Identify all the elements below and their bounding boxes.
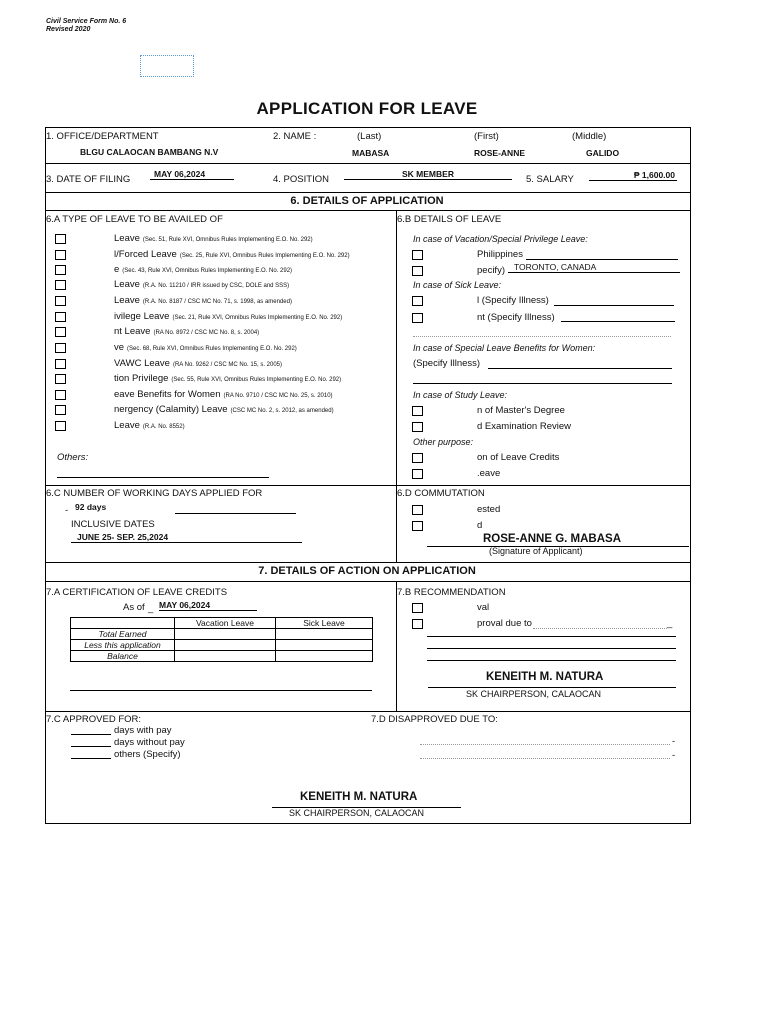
column-divider <box>396 581 397 711</box>
leave-type-reference: (R.A. No. 8552) <box>142 424 185 430</box>
col-vacation-leave: Vacation Leave <box>175 618 276 629</box>
approved-option-1: days with pay <box>114 725 172 736</box>
stamp-placeholder-box <box>140 55 194 77</box>
divider <box>45 163 690 164</box>
s7d-heading: 7.D DISAPPROVED DUE TO: <box>371 714 498 725</box>
table-corner <box>71 618 175 629</box>
divider <box>45 581 690 582</box>
checkbox[interactable] <box>412 250 423 260</box>
dotted-line <box>420 758 670 759</box>
recommending-officer-title: SK CHAIRPERSON, CALAOCAN <box>466 689 602 699</box>
recommendation-option-2: proval due to <box>477 618 532 629</box>
leave-type-name: tion Privilege <box>114 373 169 384</box>
divider <box>45 210 690 211</box>
s6d-heading: 6.D COMMUTATION <box>397 488 485 499</box>
leave-type-checkbox[interactable] <box>55 359 66 369</box>
certifier-signature-line <box>70 690 372 691</box>
other-option-2: .eave <box>477 468 501 479</box>
leave-type-reference: (RA No. 9710 / CSC MC No. 25, s. 2010) <box>223 393 333 399</box>
leave-type-reference: (CSC MC No. 2, s. 2012, as amended) <box>230 408 334 414</box>
leave-type-reference: (Sec. 68, Rule XVI, Omnibus Rules Implementing E.O. No. 292) <box>127 346 297 352</box>
cell-sick-less[interactable] <box>276 640 373 651</box>
leave-type-name: Leave <box>114 279 140 290</box>
divider <box>45 485 690 486</box>
blank-line[interactable] <box>71 758 111 759</box>
leave-type-item <box>114 358 282 369</box>
dotted-line <box>533 628 667 629</box>
recommendation-option-1: val <box>477 602 490 613</box>
leave-type-item <box>114 389 333 400</box>
row-less-application: Less this application <box>71 640 175 651</box>
line <box>427 660 676 661</box>
leave-type-checkbox[interactable] <box>55 280 66 290</box>
leave-type-checkbox[interactable] <box>55 390 66 400</box>
others-label: Others: <box>57 452 89 463</box>
checkbox[interactable] <box>412 296 423 306</box>
vacation-location-value[interactable]: TORONTO, CANADA <box>508 262 680 273</box>
checkbox[interactable] <box>412 406 423 416</box>
leave-type-reference: (Sec. 43, Rule XVI, Omnibus Rules Implementing E.O. No. 292) <box>122 268 293 274</box>
women-option-1: (Specify Illness) <box>413 358 481 369</box>
commutation-option-2: d <box>477 520 483 531</box>
form-revision: Revised 2020 <box>46 26 91 33</box>
leave-type-name: ivilege Leave <box>114 311 170 322</box>
leave-type-checkbox[interactable] <box>55 374 66 384</box>
vacation-option-2: pecify) <box>477 265 505 276</box>
last-name-value[interactable]: MABASA <box>352 148 390 158</box>
form-number: Civil Service Form No. 6 <box>46 18 127 25</box>
women-title: In case of Special Leave Benefits for Women: <box>413 343 596 353</box>
leave-type-item <box>114 326 259 337</box>
leave-type-item <box>114 249 350 260</box>
sick-option-2: nt (Specify Illness) <box>477 312 555 323</box>
approving-officer-title: SK CHAIRPERSON, CALAOCAN <box>289 808 425 818</box>
s7c-heading: 7.C APPROVED FOR: <box>46 714 142 725</box>
leave-type-reference: (Sec. 51, Rule XVI, Omnibus Rules Implementing E.O. No. 292) <box>142 237 313 243</box>
middle-name-value[interactable]: GALIDO <box>586 148 620 158</box>
divider <box>45 192 690 193</box>
line <box>413 383 672 384</box>
line <box>175 513 296 514</box>
cell-vacation-total[interactable] <box>175 629 276 640</box>
leave-type-reference: (Sec. 25, Rule XVI, Omnibus Rules Implementing E.O. No. 292) <box>179 253 350 259</box>
leave-type-name: Leave <box>114 233 140 244</box>
last-name-label: (Last) <box>357 131 382 142</box>
leave-type-checkbox[interactable] <box>55 250 66 260</box>
commutation-option-1: ested <box>477 504 501 515</box>
leave-type-item <box>114 420 185 431</box>
study-option-2: d Examination Review <box>477 421 571 432</box>
position-value[interactable]: SK MEMBER <box>344 169 512 180</box>
checkbox[interactable] <box>412 422 423 432</box>
leave-type-reference: (RA No. 9262 / CSC MC No. 15, s. 2005) <box>172 362 283 368</box>
cell-sick-balance[interactable] <box>276 651 373 662</box>
s6c-heading: 6.C NUMBER OF WORKING DAYS APPLIED FOR <box>46 488 263 499</box>
leave-type-checkbox[interactable] <box>55 234 66 244</box>
leave-type-checkbox[interactable] <box>55 327 66 337</box>
signature-label: (Signature of Applicant) <box>489 546 583 556</box>
checkbox[interactable] <box>412 313 423 323</box>
approved-option-2: days without pay <box>114 737 185 748</box>
row-total-earned: Total Earned <box>71 629 175 640</box>
form-title: APPLICATION FOR LEAVE <box>256 99 478 118</box>
table-row <box>71 629 373 640</box>
first-name-value[interactable]: ROSE-ANNE <box>474 148 526 158</box>
middle-name-label: (Middle) <box>572 131 607 142</box>
leave-type-name: e <box>114 264 120 275</box>
days-applied-value[interactable]: 92 days <box>75 502 107 512</box>
other-option-1: on of Leave Credits <box>477 452 560 463</box>
office-value[interactable]: BLGU CALAOCAN BAMBANG N.V <box>80 147 219 157</box>
leave-type-reference: (R.A. No. 11210 / IRR issued by CSC, DOLE and SSS) <box>142 283 290 289</box>
position-label: 4. POSITION <box>273 174 329 185</box>
cell-vacation-balance[interactable] <box>175 651 276 662</box>
salary-value[interactable]: ₱ 1,600.00 <box>589 170 677 181</box>
leave-type-item <box>114 264 292 275</box>
line <box>561 321 675 322</box>
leave-type-item <box>114 373 341 384</box>
vacation-title: In case of Vacation/Special Privilege Leave: <box>413 234 588 244</box>
column-divider <box>396 210 397 562</box>
leave-type-name: l/Forced Leave <box>114 249 177 260</box>
leave-type-item <box>114 295 292 306</box>
sick-option-1: l (Specify Illness) <box>477 295 549 306</box>
as-of-label: As of <box>123 602 145 613</box>
leave-type-reference: (RA No. 8972 / CSC MC No. 8, s. 2004) <box>153 330 260 336</box>
checkbox[interactable] <box>412 469 423 479</box>
divider <box>45 711 690 712</box>
leave-type-name: Leave <box>114 420 140 431</box>
recommending-officer-name: KENEITH M. NATURA <box>486 671 604 683</box>
leave-type-item <box>114 233 313 244</box>
line <box>488 368 672 369</box>
sick-title: In case of Sick Leave: <box>413 280 502 290</box>
leave-type-name: ve <box>114 342 125 353</box>
leave-type-checkbox[interactable] <box>55 343 66 353</box>
divider <box>45 562 690 563</box>
leave-type-reference: (Sec. 21, Rule XVI, Omnibus Rules Implementing E.O. No. 292) <box>172 315 343 321</box>
leave-type-name: nergency (Calamity) Leave <box>114 404 228 415</box>
leave-type-checkbox[interactable] <box>55 312 66 322</box>
leave-type-checkbox[interactable] <box>55 421 66 431</box>
table-row <box>71 651 373 662</box>
s7b-heading: 7.B RECOMMENDATION <box>397 587 506 598</box>
row-balance: Balance <box>71 651 175 662</box>
salary-label: 5. SALARY <box>526 174 574 185</box>
leave-type-name: nt Leave <box>114 326 151 337</box>
leave-type-name: eave Benefits for Women <box>114 389 221 400</box>
leave-type-name: VAWC Leave <box>114 358 170 369</box>
inclusive-dates-label: INCLUSIVE DATES <box>71 519 155 530</box>
leave-type-name: Leave <box>114 295 140 306</box>
applicant-name: ROSE-ANNE G. MABASA <box>483 533 622 545</box>
as-of-value[interactable]: MAY 06,2024 <box>159 600 257 611</box>
leave-credits-table <box>70 617 373 662</box>
signature-line <box>428 687 676 688</box>
s7a-heading: 7.A CERTIFICATION OF LEAVE CREDITS <box>46 587 228 598</box>
line <box>526 259 678 260</box>
section-7-title: 7. DETAILS OF ACTION ON APPLICATION <box>258 565 476 577</box>
blank-line[interactable] <box>71 734 111 735</box>
approving-officer-name: KENEITH M. NATURA <box>300 791 418 803</box>
office-label: 1. OFFICE/DEPARTMENT <box>46 131 159 142</box>
cell-vacation-less[interactable] <box>175 640 276 651</box>
leave-type-checkbox[interactable] <box>55 265 66 275</box>
others-line[interactable] <box>57 477 269 478</box>
line <box>427 648 676 649</box>
first-name-label: (First) <box>474 131 499 142</box>
checkbox[interactable] <box>412 453 423 463</box>
leave-type-item <box>114 404 334 415</box>
study-option-1: n of Master's Degree <box>477 405 565 416</box>
leave-type-reference: (Sec. 55, Rule XVI, Omnibus Rules Implementing E.O. No. 292) <box>171 377 342 383</box>
table-row <box>71 640 373 651</box>
s6a-heading: 6.A TYPE OF LEAVE TO BE AVAILED OF <box>46 214 223 225</box>
checkbox[interactable] <box>412 505 423 515</box>
leave-type-checkbox[interactable] <box>55 296 66 306</box>
col-sick-leave: Sick Leave <box>276 618 373 629</box>
leave-type-item <box>114 279 289 290</box>
name-label: 2. NAME : <box>273 131 317 142</box>
cell-sick-total[interactable] <box>276 629 373 640</box>
vacation-option-1: Philippines <box>477 249 523 260</box>
other-purpose-title: Other purpose: <box>413 437 474 447</box>
approved-option-3: others (Specify) <box>114 749 181 760</box>
section-6-title: 6. DETAILS OF APPLICATION <box>290 195 444 207</box>
form-frame <box>45 127 691 824</box>
blank-line[interactable] <box>71 746 111 747</box>
checkbox[interactable] <box>412 603 423 613</box>
line <box>427 636 676 637</box>
inclusive-dates-value[interactable]: JUNE 25- SEP. 25,2024 <box>71 532 302 543</box>
leave-type-reference: (R.A. No. 8187 / CSC MC No. 71, s. 1998, as amended) <box>142 299 292 305</box>
checkbox[interactable] <box>412 266 423 276</box>
checkbox[interactable] <box>412 521 423 531</box>
study-title: In case of Study Leave: <box>413 390 508 400</box>
date-of-filing-label: 3. DATE OF FILING <box>46 174 131 185</box>
leave-type-item <box>114 342 297 353</box>
dotted-line <box>413 336 671 337</box>
s6b-heading: 6.B DETAILS OF LEAVE <box>397 214 502 225</box>
date-of-filing-value[interactable]: MAY 06,2024 <box>150 169 234 180</box>
leave-type-item <box>114 311 342 322</box>
checkbox[interactable] <box>412 619 423 629</box>
leave-type-checkbox[interactable] <box>55 405 66 415</box>
dotted-line <box>420 744 670 745</box>
line <box>554 305 674 306</box>
